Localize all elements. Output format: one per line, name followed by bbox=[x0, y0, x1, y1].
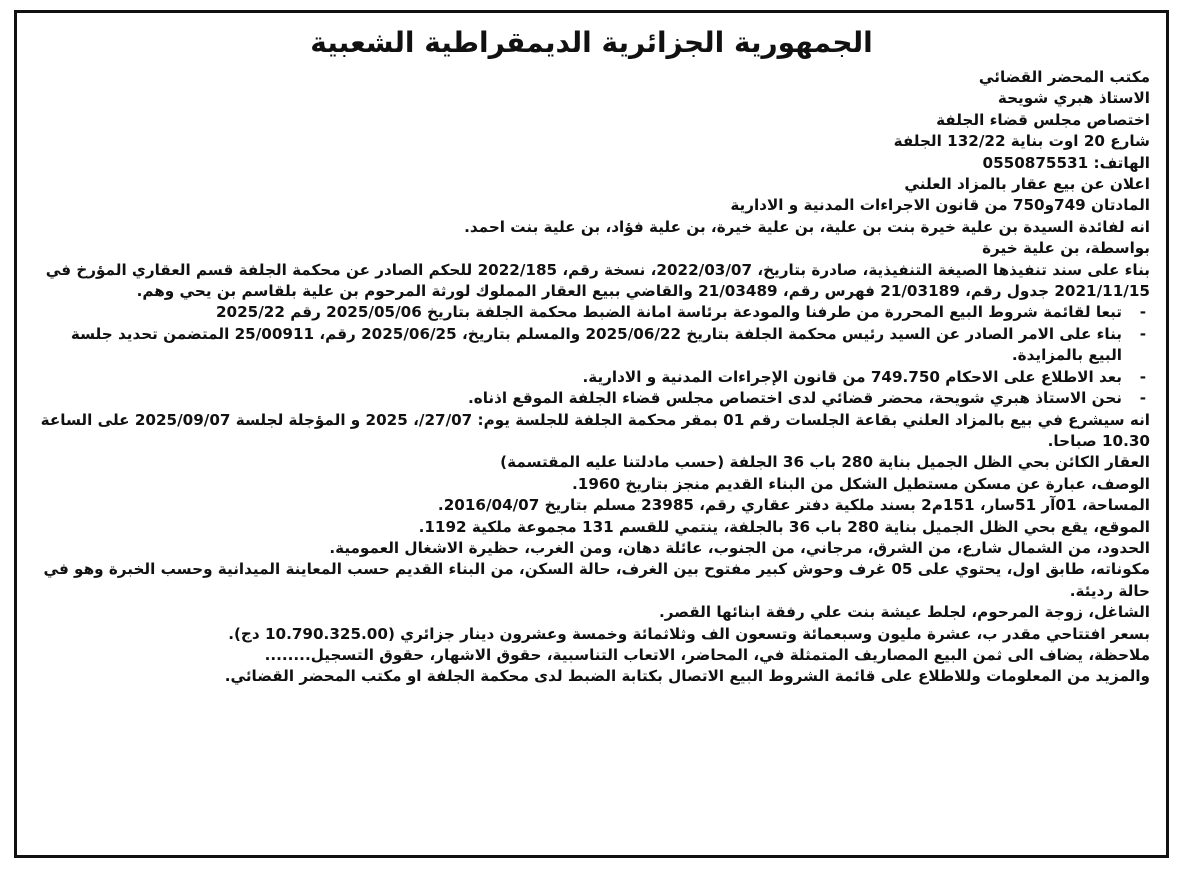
opening-price: بسعر افتتاحي مقدر ب، عشرة مليون وسبعمائة وتسعون الف وثلاثمائة وخمسة وعشرون دينار جزائري (10.790.325.00 دج). bbox=[228, 624, 1150, 643]
property-components: مكوناته، طابق اول، يحتوي على 05 غرف وحوش كبير مفتوح بين الغرف، حالة السكن، من البناء القديم حسب المعاينة الميدانية وحسب الخبرة وهو في حالة رديئة. bbox=[43, 560, 1150, 600]
property-location: الموقع، يقع بحي الظل الجميل بناية 280 باب 36 بالجلفة، ينتمي للقسم 131 مجموعة ملكية 1192. bbox=[418, 517, 1150, 536]
office-name: مكتب المحضر القضائي bbox=[978, 68, 1150, 86]
contact-info: والمزيد من المعلومات وللاطلاع على قائمة الشروط البيع الاتصال بكتابة الضبط لدى محكمة الجلفة او مكتب المحضر القضائي. bbox=[224, 667, 1150, 686]
bullet-dash: - bbox=[1139, 324, 1146, 343]
bailiff-name: الاستاذ هبري شويحة bbox=[997, 89, 1150, 108]
property-occupant: الشاغل، زوجة المرحوم، لجلط عيشة بنت علي رفقة ابنائها القصر. bbox=[659, 603, 1150, 622]
bullet-text: تبعا لقائمة شروط البيع المحررة من طرفنا والمودعة برئاسة امانة الضبط محكمة الجلفة بتاريخ 2025/05/06 رقم 2025/22 bbox=[215, 303, 1122, 322]
notice-title: اعلان عن بيع عقار بالمزاد العلني bbox=[904, 175, 1150, 194]
jurisdiction: اختصاص مجلس قضاء الجلفة bbox=[936, 110, 1150, 129]
property-boundaries: الحدود، من الشمال شارع، من الشرق، مرجاني، من الجنوب، عائلة دهان، ومن الغرب، حظيرة الاشغال العمومية. bbox=[329, 538, 1150, 557]
fees-note: ملاحظة، يضاف الى ثمن البيع المصاريف المتمثلة في، المحاضر، الاتعاب التناسبية، حقوق الاشهار، حقوق التسجيل........ bbox=[264, 645, 1150, 664]
republic-title: الجمهورية الجزائرية الديمقراطية الشعبية bbox=[310, 26, 873, 59]
bullet-bailiff-statement bbox=[33, 388, 1150, 409]
bullet-text: نحن الاستاذ هبري شويحة، محضر قضائي لدى اختصاص مجلس قضاء الجلفة الموقع اذناه. bbox=[467, 389, 1122, 408]
property-description: الوصف، عبارة عن مسكن مستطيل الشكل من البناء القديم منجز بتاريخ 1960. bbox=[572, 474, 1150, 493]
bullet-dash: - bbox=[1139, 303, 1146, 322]
property-area: المساحة، 01آر 51سار، 151م2 بسند ملكية دفتر عقاري رقم، 23985 مسلم بتاريخ 2016/04/07. bbox=[437, 496, 1150, 515]
notice-frame bbox=[14, 10, 1169, 858]
bullet-court-order bbox=[33, 324, 1150, 367]
bullet-text: بناء على الامر الصادر عن السيد رئيس محكمة الجلفة بتاريخ 2025/06/22 والمسلم بتاريخ، 2025/06/25 رقم، 25/00911 المتضمن تحديد جلسة البيع بالمزايدة. bbox=[70, 324, 1122, 365]
bullet-text: بعد الاطلاع على الاحكام 749.750 من قانون الإجراءات المدنية و الادارية. bbox=[582, 367, 1122, 386]
via-representative: بواسطة، بن علية خيرة bbox=[982, 239, 1150, 258]
legal-articles: المادتان 749و750 من قانون الاجراءات المدنية و الادارية bbox=[730, 196, 1150, 215]
property-address: العقار الكائن بحي الظل الجميل بناية 280 باب 36 الجلفة (حسب مادلتنا عليه المقتسمة) bbox=[500, 453, 1150, 472]
beneficiary: انه لفائدة السيدة بن علية خيرة بنت بن علية، بن علية خيرة، بن علية فؤاد، بن علية بنت احمد. bbox=[464, 217, 1150, 236]
bullet-legal-review bbox=[33, 367, 1150, 388]
bullet-conditions-list bbox=[33, 302, 1150, 323]
auction-session: انه سيشرع في بيع بالمزاد العلني بقاعة الجلسات رقم 01 بمقر محكمة الجلفة للجلسة يوم: 27/07/، 2025 و المؤجلة لجلسة 2025/09/07 على الساعة 10.30 صباحا. bbox=[40, 410, 1150, 450]
office-phone: الهاتف: 0550875531 bbox=[982, 153, 1150, 172]
legal-basis: بناء على سند تنفيذها الصيغة التنفيذية، صادرة بتاريخ، 2022/03/07، نسخة رقم، 2022/185 للحكم الصادر عن محكمة الجلفة قسم العقاري المؤرخ في 2021/11/15 جدول رقم، 21/03189 فهرس رقم، 21/03489 والقاضي ببيع العقار المملوك لورثة المرحوم بن علية بلقاسم بن يحي وهم. bbox=[45, 260, 1150, 301]
bullet-dash: - bbox=[1139, 389, 1146, 408]
office-address: شارع 20 اوت بناية 132/22 الجلفة bbox=[893, 132, 1150, 151]
bullet-dash: - bbox=[1139, 367, 1146, 386]
